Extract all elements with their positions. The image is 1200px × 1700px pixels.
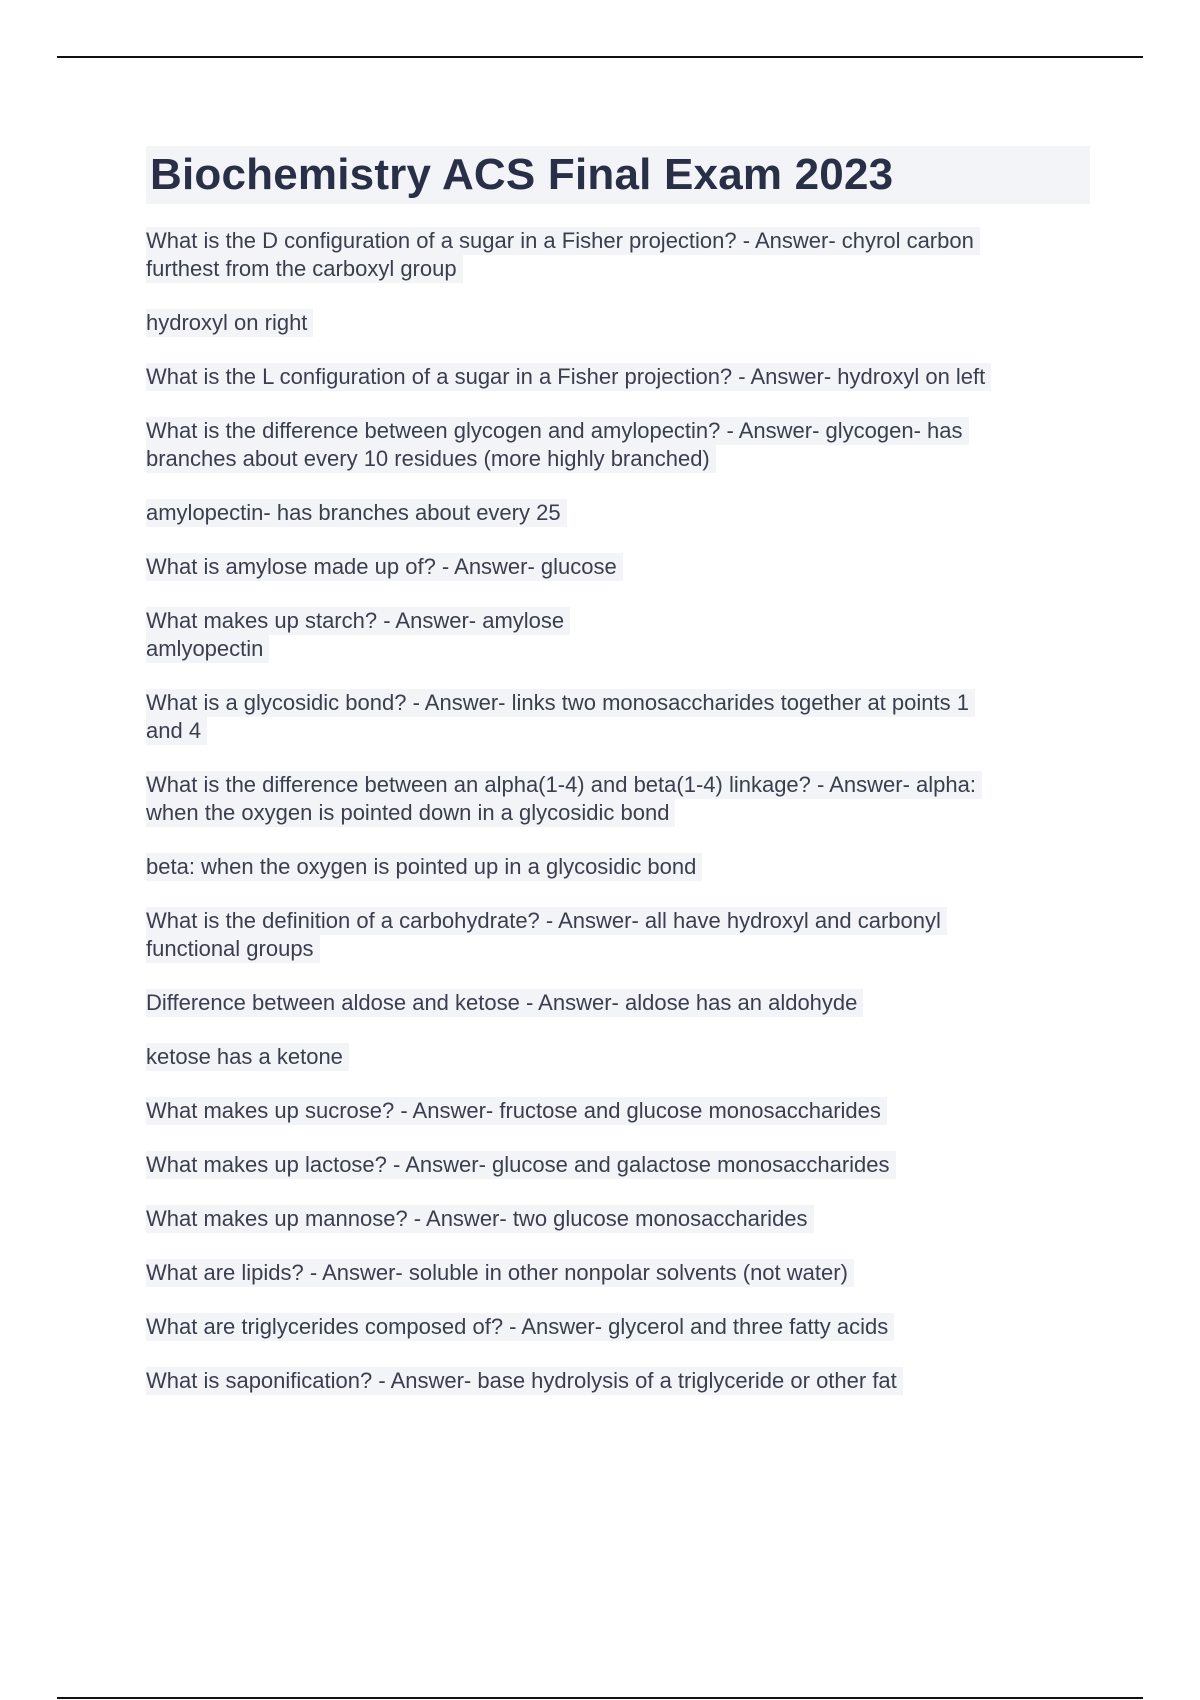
- text-line: amylopectin- has branches about every 25: [146, 499, 567, 527]
- qa-paragraph: [146, 1205, 1090, 1233]
- text-line: Difference between aldose and ketose - Answer- aldose has an aldohyde: [146, 989, 863, 1017]
- text-line: What are lipids? - Answer- soluble in other nonpolar solvents (not water): [146, 1259, 854, 1287]
- text-line: What is the difference between glycogen and amylopectin? - Answer- glycogen- has: [146, 417, 969, 445]
- text-line: What is the L configuration of a sugar in a Fisher projection? - Answer- hydroxyl on left: [146, 363, 991, 391]
- qa-paragraph: [146, 1367, 1090, 1395]
- text-line: What makes up sucrose? - Answer- fructose and glucose monosaccharides: [146, 1097, 887, 1125]
- text-line: What is the D configuration of a sugar in a Fisher projection? - Answer- chyrol carbon: [146, 227, 980, 255]
- text-line: What is the difference between an alpha(1-4) and beta(1-4) linkage? - Answer- alpha:: [146, 771, 982, 799]
- text-line: beta: when the oxygen is pointed up in a glycosidic bond: [146, 853, 702, 881]
- qa-paragraph: [146, 1313, 1090, 1341]
- qa-paragraph: [146, 689, 1090, 745]
- qa-paragraph: [146, 417, 1090, 473]
- qa-paragraph: [146, 989, 1090, 1017]
- text-line: What is amylose made up of? - Answer- glucose: [146, 553, 623, 581]
- qa-paragraph: [146, 363, 1090, 391]
- text-line: What makes up lactose? - Answer- glucose and galactose monosaccharides: [146, 1151, 896, 1179]
- qa-paragraph: [146, 771, 1090, 827]
- text-line: and 4: [146, 717, 207, 745]
- qa-paragraph: [146, 1043, 1090, 1071]
- text-line: What is saponification? - Answer- base hydrolysis of a triglyceride or other fat: [146, 1367, 903, 1395]
- qa-paragraph: [146, 309, 1090, 337]
- text-line: functional groups: [146, 935, 320, 963]
- text-line: What are triglycerides composed of? - Answer- glycerol and three fatty acids: [146, 1313, 894, 1341]
- qa-paragraph: [146, 553, 1090, 581]
- qa-paragraph: [146, 1151, 1090, 1179]
- text-line: What makes up mannose? - Answer- two glucose monosaccharides: [146, 1205, 814, 1233]
- document-title: Biochemistry ACS Final Exam 2023: [146, 146, 1090, 204]
- text-line: hydroxyl on right: [146, 309, 313, 337]
- text-line: What is a glycosidic bond? - Answer- links two monosaccharides together at points 1: [146, 689, 975, 717]
- qa-paragraph: [146, 607, 1090, 663]
- text-line: amlyopectin: [146, 635, 269, 663]
- top-rule: [57, 56, 1143, 58]
- qa-paragraph: [146, 227, 1090, 283]
- text-line: furthest from the carboxyl group: [146, 255, 463, 283]
- page-content: [146, 146, 1090, 1421]
- qa-paragraph: [146, 907, 1090, 963]
- qa-paragraph: [146, 1259, 1090, 1287]
- text-line: when the oxygen is pointed down in a glycosidic bond: [146, 799, 675, 827]
- qa-paragraph: [146, 853, 1090, 881]
- text-line: What is the definition of a carbohydrate? - Answer- all have hydroxyl and carbonyl: [146, 907, 947, 935]
- qa-paragraph: [146, 1097, 1090, 1125]
- qa-list: [146, 227, 1090, 1395]
- bottom-rule: [57, 1697, 1143, 1699]
- text-line: What makes up starch? - Answer- amylose: [146, 607, 570, 635]
- text-line: branches about every 10 residues (more highly branched): [146, 445, 716, 473]
- text-line: ketose has a ketone: [146, 1043, 349, 1071]
- qa-paragraph: [146, 499, 1090, 527]
